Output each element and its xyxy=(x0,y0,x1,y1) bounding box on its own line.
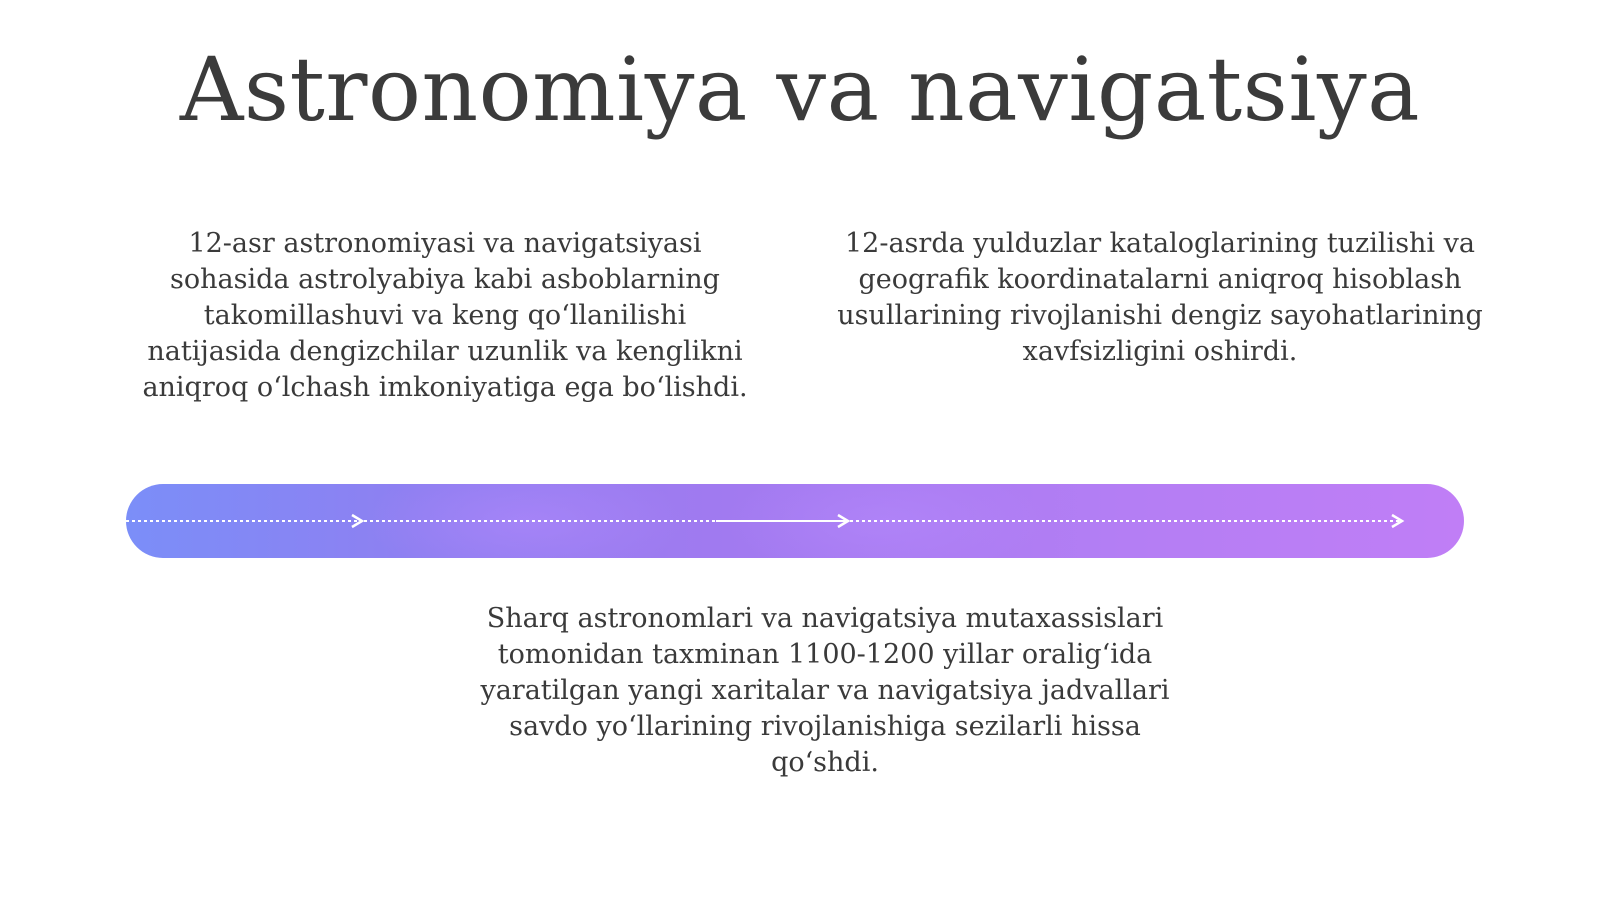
timeline-arrows xyxy=(126,484,1464,558)
slide-title: Astronomiya va navigatsiya xyxy=(179,38,1421,141)
timeline-bar xyxy=(126,484,1464,558)
text-block-right: 12-asrda yulduzlar kataloglarining tuzilishi va geografik koordinatalarni aniqroq hisoblash usullarining rivojlanishi dengiz sayohatlarining xavfsizligini oshirdi. xyxy=(837,228,1483,367)
text-block-bottom: Sharq astronomlari va navigatsiya mutaxassislari tomonidan taxminan 1100-1200 yillar oralig‘ida yaratilgan yangi xaritalar va navigatsiya jadvallari savdo yo‘llarining rivojlanishiga sezilarli hissa qo‘shdi. xyxy=(480,603,1170,778)
text-block-left: 12-asr astronomiyasi va navigatsiyasi sohasida astrolyabiya kabi asboblarning takomillashuvi va keng qo‘llanilishi natijasida dengizchilar uzunlik va kenglikni aniqroq o‘lchash imkoniyatiga ega bo‘lishdi. xyxy=(142,228,748,403)
